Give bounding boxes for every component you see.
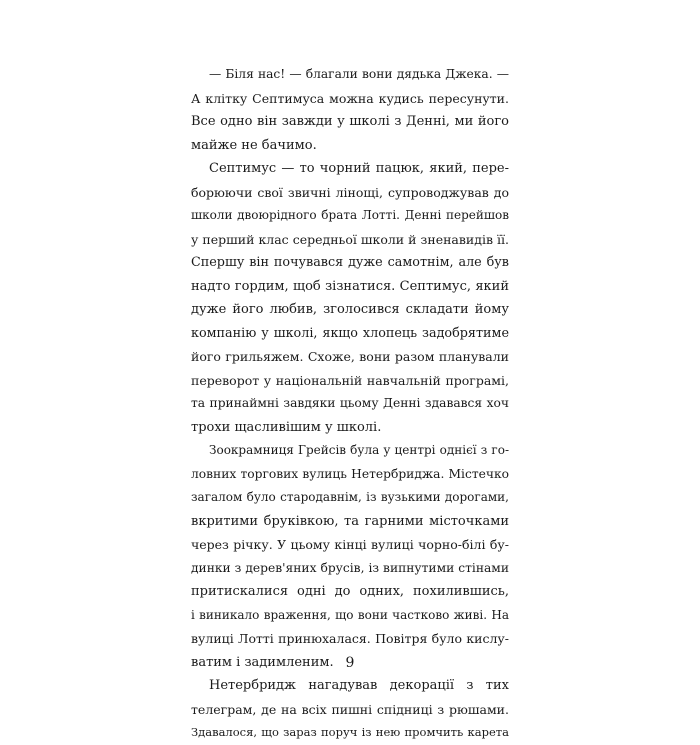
text-line: і виникало враження, що вони частково живі. На — [191, 607, 509, 622]
paragraph — [191, 63, 509, 157]
text-line: школи двоюрідного брата Лотті. Денні перейшов — [191, 208, 509, 222]
text-line: Здавалося, що зараз поруч із нею промчить карета — [191, 725, 509, 739]
text-line: його грильяжем. Схоже, вони разом планували — [191, 349, 509, 364]
text-line: Нетербридж нагадував декорації з тих — [209, 678, 509, 693]
text-line: загалом було стародавнім, із вузькими дорогами, — [191, 490, 509, 504]
text-line: борюючи свої звичні лінощі, супроводжував до — [191, 184, 509, 200]
text-line: Все одно він завжди у школі з Денні, ми його — [191, 114, 509, 129]
text-line: ловних торгових вулиць Нетербриджа. Містечко — [191, 466, 509, 481]
body-text — [191, 63, 509, 745]
text-line: вкритими бруківкою, та гарними місточками — [191, 513, 509, 529]
text-line: А клітку Септимуса можна кудись пересунути. — [191, 90, 509, 106]
text-line: вулиці Лотті принюхалася. Повітря було кислу- — [191, 631, 509, 646]
paragraph — [191, 674, 509, 745]
text-line: Зоокрамниця Грейсів була у центрі однієї з го- — [209, 443, 509, 457]
text-line: Спершу він почувався дуже самотнім, але був — [191, 255, 509, 270]
text-line: ватим і задимленим. — [191, 654, 334, 670]
text-line: у перший клас середньої школи й зненавидів її. — [191, 231, 509, 247]
text-line: притискалися одні до одних, похилившись, — [191, 584, 509, 599]
text-line: — Біля нас! — благали вони дядька Джека. — — [209, 67, 509, 81]
text-line: переворот у національній навчальній програмі, — [191, 372, 509, 388]
text-line: компанію у школі, якщо хлопець задобрятиме — [191, 325, 509, 341]
text-line: телеграм, де на всіх пишні спідниці з рюшами. — [191, 701, 509, 717]
text-line: трохи щасливішим у школі. — [191, 419, 382, 435]
paragraph — [191, 439, 509, 674]
paragraph — [191, 157, 509, 439]
text-line: та принаймні завдяки цьому Денні здавався хоч — [191, 396, 509, 410]
text-line: через річку. У цьому кінці вулиці чорно-білі бу- — [191, 537, 509, 552]
text-line: динки з дерев'яних брусів, із випнутими стінами — [191, 560, 509, 575]
text-line: Септимус — то чорний пацюк, який, пере- — [209, 161, 509, 176]
text-line: майже не бачимо. — [191, 137, 317, 153]
page-number: 9 — [345, 655, 355, 671]
text-line: надто гордим, щоб зізнатися. Септимус, який — [191, 278, 509, 294]
text-line: дуже його любив, зголосився складати йому — [191, 302, 509, 317]
